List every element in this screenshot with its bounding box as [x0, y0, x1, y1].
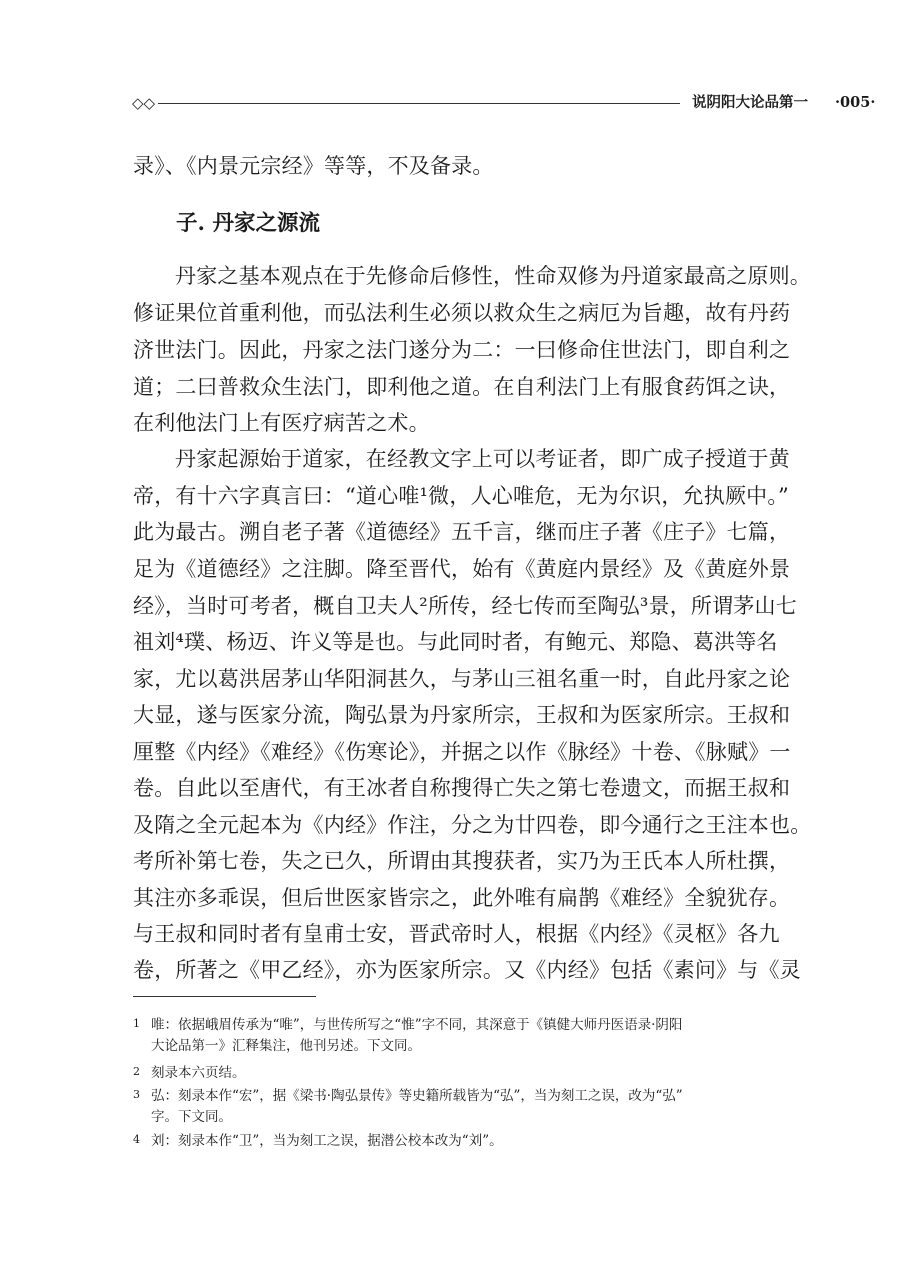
footnote-text: 唯：依据峨眉传承为“唯”，与世传所写之“惟”字不同，其深意于《镇健大师丹医语录·阴阳 — [151, 1017, 683, 1033]
body-line: 考所补第七卷，失之已久，所谓由其搜获者，实乃为王氏本人所杜撰， — [133, 849, 791, 873]
footnote-text: 刻录本六页结。 — [151, 1065, 246, 1081]
body-line: 大显，遂与医家分流，陶弘景为丹家所宗，王叔和为医家所宗。王叔和 — [133, 703, 791, 727]
footnote-number: 1 — [133, 1017, 140, 1030]
chapter-title: 说阴阳大论品第一 — [692, 94, 808, 111]
footnote-number: 2 — [133, 1065, 140, 1078]
body-line: 济世法门。因此，丹家之法门遂分为二：一曰修命住世法门，即自利之 — [133, 338, 791, 362]
page-number: ·005· — [835, 94, 876, 111]
header-rule — [158, 103, 680, 104]
body-line: 丹家之基本观点在于先修命后修性，性命双修为丹道家最高之原则。 — [175, 264, 811, 288]
body-line: 足为《道德经》之注脚。降至晋代，始有《黄庭内景经》及《黄庭外景 — [133, 557, 791, 581]
footnote — [133, 1131, 503, 1152]
footnote — [133, 1086, 683, 1128]
body-line: 道；二曰普救众生法门，即利他之道。在自利法门上有服食药饵之诀， — [133, 375, 791, 399]
body-line: 经》，当时可考者，概自卫夫人²所传，经七传而至陶弘³景，所谓茅山七 — [133, 594, 797, 618]
body-line: 祖刘⁴璞、杨迈、许义等是也。与此同时者，有鲍元、郑隐、葛洪等名 — [133, 630, 778, 654]
body-line: 卷。自此以至唐代，有王冰者自称搜得亡失之第七卷遗文，而据王叔和 — [133, 776, 791, 800]
body-line: 及隋之全元起本为《内经》作注，分之为廿四卷，即今通行之王注本也。 — [133, 813, 812, 837]
body-line: 卷，所著之《甲乙经》，亦为医家所宗。又《内经》包括《素问》与《灵 — [133, 958, 801, 982]
footnote-text: 弘：刻录本作“宏”，据《梁书·陶弘景传》等史籍所载皆为“弘”，当为刻工之误，改为“弘” — [151, 1088, 683, 1104]
footnote-number: 3 — [133, 1088, 140, 1101]
running-header — [132, 92, 876, 116]
footnote-rule — [133, 996, 316, 997]
body-line: 厘整《内经》《难经》《伤寒论》，并据之以作《脉经》十卷、《脉赋》一 — [133, 740, 791, 764]
footnote-text-cont: 字。下文同。 — [151, 1109, 232, 1125]
body-line: 在利他法门上有医疗病苦之术。 — [133, 411, 430, 435]
body-line: 其注亦多乖误，但后世医家皆宗之，此外唯有扁鹊《难经》全貌犹存。 — [133, 886, 791, 910]
body-line: 录》、《内景元宗经》等等，不及备录。 — [133, 154, 494, 178]
body-line: 帝，有十六字真言曰：“道心唯¹微，人心唯危，无为尔识，允执厥中。” — [133, 484, 789, 508]
footnote — [133, 1063, 246, 1084]
body-line: 与王叔和同时者有皇甫士安，晋武帝时人，根据《内经》《灵枢》各九 — [133, 922, 780, 946]
body-line: 家，尤以葛洪居茅山华阳洞甚久，与茅山三祖名重一时，自此丹家之论 — [133, 667, 791, 691]
body-line: 修证果位首重利他，而弘法利生必须以救众生之病厄为旨趣，故有丹药 — [133, 301, 791, 325]
footnote-text-cont: 大论品第一》汇释集注，他刊另述。下文同。 — [151, 1038, 421, 1054]
section-heading: 子. 丹家之源流 — [176, 211, 320, 236]
body-line: 丹家起源始于道家，在经教文字上可以考证者，即广成子授道于黄 — [175, 447, 790, 471]
footnote-number: 4 — [133, 1133, 140, 1146]
footnote — [133, 1015, 682, 1057]
body-line: 此为最古。溯自老子著《道德经》五千言，继而庄子著《庄子》七篇， — [133, 520, 791, 544]
header-ornament: ◇◇ — [132, 94, 156, 112]
footnote-text: 刘：刻录本作“卫”，当为刻工之误，据潜公校本改为“刘”。 — [151, 1133, 503, 1149]
